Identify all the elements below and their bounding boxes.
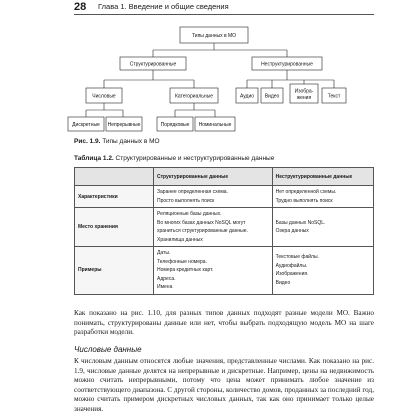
- structured-vs-unstructured-table: [74, 167, 374, 295]
- table-header-structured: Структурированные данные: [154, 168, 273, 186]
- table-cell: [154, 208, 273, 247]
- table-caption-label: Таблица 1.2.: [74, 155, 114, 162]
- cell-line: Изображения.: [275, 271, 309, 278]
- cell-line: Адреса.: [157, 275, 176, 282]
- table-row: [75, 208, 374, 247]
- node-continuous-label: Непрерывные: [107, 122, 141, 128]
- node-categorical-label: Категориальные: [174, 93, 214, 100]
- node-root-label: Типы данных в МО: [191, 33, 237, 39]
- node-audio-label: Аудио: [239, 93, 255, 100]
- cell-line: Текстовые файлы.: [275, 254, 319, 261]
- table-header-row: [75, 168, 374, 186]
- table-row: [75, 247, 374, 295]
- node-images-label-1: Изобра-: [294, 88, 314, 95]
- node-discrete-label: Дискретные: [72, 122, 100, 128]
- table-cell: [154, 186, 273, 208]
- node-nominal-label: Номинальные: [198, 122, 232, 128]
- cell-line: Номера кредитных карт.: [157, 267, 214, 273]
- table-cell: [272, 247, 373, 295]
- table-row: [75, 186, 374, 208]
- row-label-examples: Примеры: [75, 247, 154, 295]
- table-header-unstructured: Неструктурированные данные: [272, 168, 373, 186]
- node-images-label-2: жения: [296, 95, 312, 101]
- table-cell: [272, 208, 373, 247]
- node-video-label: Видео: [264, 93, 280, 100]
- cell-line: Хранилища данных: [157, 236, 203, 243]
- figure-caption: [74, 138, 160, 145]
- cell-line: Трудно выполнять поиск: [275, 197, 333, 204]
- cell-line: Реляционные базы данных.: [157, 211, 222, 217]
- table-cell: [154, 247, 273, 295]
- figure-caption-text: Типы данных в МО: [100, 138, 160, 145]
- table-caption-text: Структурированные и неструктурированные данные: [113, 155, 275, 162]
- page-number: 28: [74, 1, 87, 13]
- node-numeric-label: Числовые: [92, 93, 116, 100]
- cell-line: Телефонные номера.: [157, 258, 207, 265]
- node-text-label: Текст: [327, 93, 341, 100]
- cell-line: Нет определенной схемы.: [275, 189, 337, 195]
- row-label-storage: Место хранения: [75, 208, 154, 247]
- figure-caption-label: Рис. 1.9.: [74, 138, 101, 145]
- row-label-characteristics: Характеристики: [75, 186, 154, 208]
- chapter-title: Глава 1. Введение и общие сведения: [98, 2, 229, 11]
- cell-line: Базы данных NoSQL.: [275, 219, 326, 226]
- cell-line: Видео: [275, 279, 291, 286]
- table-caption: [74, 155, 274, 162]
- cell-line: Имена: [157, 284, 173, 290]
- body-paragraph-2: К числовым данным относятся любые значения, представленные числами. Как показано на рис. 1.9, числовые данные делятся на непрерывные и дискретные. Например, цены на недвижимость можно считать непрерывными, потому что цена может принимать любое значение из соответствующего диапазона. С другой стороны, количество домов, проданных за последний год, можно считать примером дискретных числовых данных, так как оно принимает только целые значения.: [74, 357, 374, 413]
- node-ordinal-label: Порядковые: [160, 122, 190, 128]
- cell-line: храниться структурированные данные.: [157, 228, 248, 234]
- cell-line: Во многих базах данных NoSQL могут: [157, 219, 246, 226]
- body-paragraph-1: Как показано на рис. 1.10, для разных типов данных подходят разные модели МО. Важно понимать, структурированы данные или нет, чтобы выбрать подходящую модель МО на шаге разработки модели.: [74, 309, 374, 337]
- node-structured-label: Структурированные: [129, 61, 177, 68]
- cell-line: Аудиофайлы.: [275, 262, 308, 269]
- table-cell: [272, 186, 373, 208]
- cell-line: Даты.: [157, 250, 171, 256]
- table-header-empty: [75, 168, 154, 186]
- section-subheading: Числовые данные: [74, 345, 142, 354]
- diagram-connectors: [86, 43, 334, 117]
- cell-line: Просто выполнять поиск: [157, 197, 215, 204]
- cell-line: Озера данных: [275, 228, 309, 234]
- data-types-diagram: [0, 0, 420, 140]
- cell-line: Заранее определенная схема.: [157, 189, 228, 195]
- node-unstructured-label: Неструктурированные: [261, 61, 313, 68]
